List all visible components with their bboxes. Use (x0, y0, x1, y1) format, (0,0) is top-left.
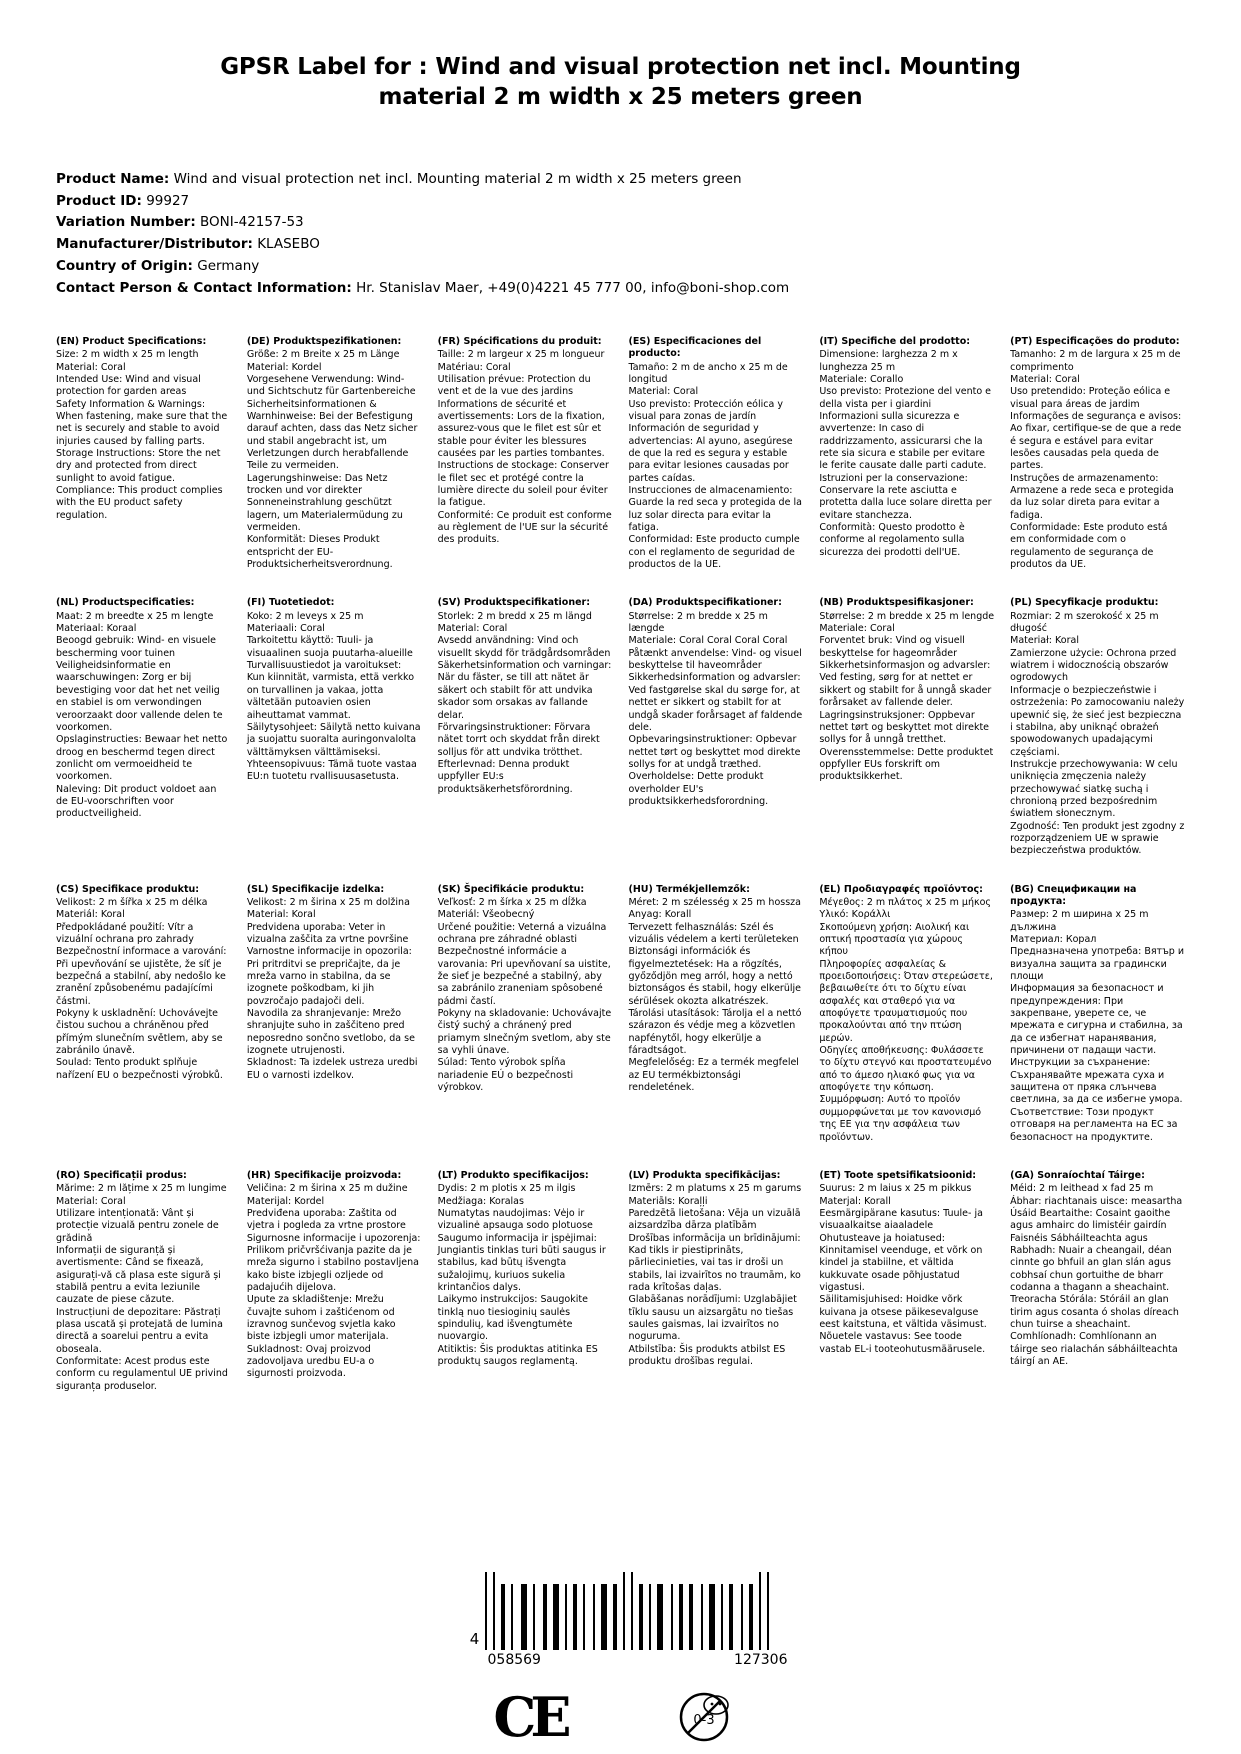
barcode-left-group: 058569 (487, 1652, 541, 1668)
spec-body: Velikost: 2 m šířka x 25 m délka Materiál: Koral Předpokládané použití: Vítr a vizuální ochrana pro zahrady Bezpečnostní informace a varování: Při upevňování se ujistěte, že síť je bezpečná a stabilní, aby nedošlo ke zranění způsobenému padajícími částmi. Pokyny k uskladnění: Uchovávejte čistou suchou a chráněnou před přímým slunečním světlem, aby se zabránilo únavě. Soulad: Tento produkt splňuje nařízení EU o bezpečnosti výrobků. (56, 896, 227, 1081)
manufacturer-value: KLASEBO (257, 236, 320, 253)
spec-block-lv (628, 1170, 803, 1419)
spec-block-ga (1010, 1170, 1185, 1419)
meta-row-variation-number (56, 212, 1185, 234)
ce-mark-icon: CE (493, 1685, 566, 1749)
spec-block-bg (1010, 884, 1185, 1170)
spec-body: Rozmiar: 2 m szerokość x 25 m długość Materiał: Koral Zamierzone użycie: Ochrona przed wiatrem i widocznością obszarów ogrodowych Informacje o bezpieczeństwie i ostrzeżenia: Po zamocowaniu należy upewnić się, że sieć jest bezpieczna i stabilna, aby uniknąć obrażeń spowodowanych upadającymi częściami. Instrukcje przechowywania: W celu uniknięcia zmęczenia należy przechowywać siatkę suchą i chronioną przed bezpośrednim światłem słonecznym. Zgodność: Ten produkt jest zgodny z rozporządzeniem UE w sprawie bezpieczeństwa produktów. (1010, 610, 1185, 857)
spec-block-es (628, 336, 803, 598)
spec-body: Izmērs: 2 m platums x 25 m garums Materiāls: Koraļļi Paredzētā lietošana: Vēja un vizuālā aizsardzība dārza platībām Drošības informācija un brīdinājumi: Kad tikls ir piestiprināts, pārliecinieties, vai tas ir droši un stabils, lai izvairītos no traumām, ko rada krītošas daļas. Glabāšanas norādījumi: Uzglabājiet tīklu sausu un aizsargātu no tiešas saules gaismas, lai izvairītos no noguruma. Atbilstība: Šis produkts atbilst ES produktu drošības regulai. (628, 1183, 802, 1367)
spec-body: Dydis: 2 m plotis x 25 m ilgis Medžiaga: Koralas Numatytas naudojimas: Vėjo ir vizualinė apsauga sodo plotuose Saugumo informacija ir įspėjimai: Jungiantis tinklas turi būti saugus ir stabilus, kad būtų išvengta sužalojimų, kuriuos sukelia krintančios dalys. Laikymo instrukcijos: Saugokite tinklą nuo tiesioginių saulės spindulių, kad išvengtumėte nuovargio. Atitiktis: Šis produktas atitinka ES produktų saugos reglamentą. (437, 1183, 606, 1367)
spec-heading: (DE) Produktspezifikationen: (246, 335, 402, 347)
spec-body: Storlek: 2 m bredd x 25 m längd Material: Coral Avsedd användning: Vind och visuellt skydd för trädgårdsområden Säkerhetsinformation och varningar: När du fäster, se till att nätet är säkert och stabilt för att undvika skador som orsakas av fallande delar. Förvaringsinstruktioner: Förvara nätet torrt och skyddat från direkt solljus för att undvika trötthet. Efterlevnad: Denna produkt uppfyller EU:s produktsäkerhetsförordning. (437, 610, 612, 795)
variation-number-value: BONI-42157-53 (200, 214, 304, 231)
meta-row-product-name (56, 169, 1185, 191)
spec-block-nb (819, 597, 994, 883)
compliance-marks (0, 1685, 1241, 1749)
spec-body: Størrelse: 2 m bredde x 25 m længde Materiale: Coral Coral Coral Coral Påtænkt anvendelse: Vind- og visuel beskyttelse til haveområder Sikkerhedsinformation og advarsler: Ved fastgørelse skal du sørge for, at nettet er sikkert og stabilt for at undgå skader forårsaget af faldende dele. Opbevaringsinstruktioner: Opbevar nettet tørt og beskyttet mod direkte sollys for at undgå træthed. Overholdelse: Dette produkt overholder EU's produktsikkerhedsforordning. (628, 610, 803, 807)
spec-heading: (FR) Spécifications du produit: (437, 335, 602, 347)
spec-heading: (IT) Specifiche del prodotto: (819, 335, 971, 347)
variation-number-label: Variation Number: (56, 214, 196, 231)
spec-body: Размер: 2 m ширина x 25 m дължина Материал: Корал Предназначена употреба: Вятър и визуална защита за градински площи Информация за безопасност и предупреждения: При закрепване, уверете се, че мрежата е сигурна и стабилна, за да се избегнат наранявания, причинени от падащи части. Инструкции за съхранение: Съхранявайте мрежата суха и защитена от пряка слънчева светлина, за да се избегне умора. Съответствие: Този продукт отговаря на регламента на ЕС за безопасност на продуктите. (1010, 909, 1185, 1143)
contact-label: Contact Person & Contact Information: (56, 280, 352, 297)
contact-value: Hr. Stanislav Maer, +49(0)4221 45 777 00, info@boni-shop.com (356, 280, 790, 297)
spec-block-en (56, 336, 231, 598)
product-id-label: Product ID: (56, 192, 142, 209)
product-name-label: Product Name: (56, 170, 170, 187)
spec-block-da (628, 597, 803, 883)
spec-block-fr (438, 336, 613, 598)
spec-block-el (819, 884, 994, 1170)
spec-body: Veľkosť: 2 m šírka x 25 m dĺžka Materiál: Všeobecný Určené použitie: Veterná a vizuálna ochrana pre záhradné oblasti Bezpečnostné informácie a varovania: Pri upevňovaní sa uistite, že sieť je bezpečné a stabilný, aby sa zabránilo zraneniam spôsobené pádmi častí. Pokyny na skladovanie: Uchovávajte čistý suchý a chránený pred priamym slnečným svetlom, aby ste sa vyhli únave. Súlad: Tento výrobok spĺňa nariadenie EÚ o bezpečnosti výrobkov. (437, 896, 612, 1094)
spec-heading: (NL) Productspecificaties: (56, 597, 195, 609)
spec-body: Veličina: 2 m širina x 25 m dužine Materijal: Kordel Predviđena uporaba: Zaštita od vjetra i pogleda za vrtne prostore Sigurnosne informacije i upozorenja: Prilikom pričvršćivanja pazite da je mreža sigurno i stabilno postavljena kako biste izbjegli ozljede od padajućih dijelova. Upute za skladištenje: Mrežu čuvajte suhom i zaštićenom od izravnog sunčevog svjetla kako biste izbjegli umor materijala. Sukladnost: Ovaj proizvod zadovoljava uredbu EU-a o sigurnosti proizvoda. (246, 1183, 421, 1380)
spec-block-fi (247, 597, 422, 883)
product-meta (56, 169, 1185, 300)
spec-heading: (PT) Especificações do produto: (1010, 335, 1180, 347)
spec-heading: (PL) Specyfikacje produktu: (1010, 597, 1159, 609)
meta-row-manufacturer (56, 234, 1185, 256)
age-restriction-icon (676, 1691, 748, 1743)
country-value: Germany (197, 258, 260, 275)
spec-body: Size: 2 m width x 25 m length Material: Coral Intended Use: Wind and visual protection for garden areas Safety Information & Warnings: When fastening, make sure that the net is securely and stable to avoid injuries caused by falling parts. Storage Instructions: Store the net dry and protected from direct sunlight to avoid fatigue. Compliance: This product complies with the EU product safety regulation. (56, 349, 228, 521)
spec-heading: (HR) Specifikacije proizvoda: (246, 1169, 402, 1181)
spec-heading: (EN) Product Specifications: (56, 335, 207, 347)
spec-block-sl (247, 884, 422, 1170)
spec-block-pt (1010, 336, 1185, 598)
meta-row-contact (56, 278, 1185, 300)
spec-block-hu (628, 884, 803, 1170)
spec-block-it (819, 336, 994, 598)
spec-body: Méid: 2 m leithead x fad 25 m Ábhar: riachtanais uisce: measartha Úsáid Beartaithe: Cosaint gaoithe agus amhairc do limistéir gairdín Faisnéis Sábháilteachta agus Rabhadh: Nuair a cheangail, déan cinnte go bhfuil an glan slán agus cobhsaí chun gortuithe de bharr codanna a thagann a sheachaint. Treoracha Stórála: Stóráil an glan tirim agus cosanta ó sholas díreach chun tuirse a sheachaint. Comhlíonadh: Comhlíonann an táirge seo rialachán sábháilteachta táirgí an AE. (1010, 1183, 1183, 1367)
spec-heading: (GA) Sonraíochtaí Táirge: (1010, 1169, 1145, 1181)
spec-heading: (LV) Produkta specifikācijas: (628, 1169, 781, 1181)
spec-heading: (FI) Tuotetiedot: (246, 597, 335, 609)
svg-text:0-3: 0-3 (692, 1713, 715, 1728)
spec-body: Størrelse: 2 m bredde x 25 m lengde Materiale: Coral Forventet bruk: Vind og visuell beskyttelse for hageområder Sikkerhetsinformasjon og advarsler: Ved festing, sørg for at nettet er sikkert og stabilt for å unngå skader forårsaket av fallende deler. Lagringsinstruksjoner: Oppbevar nettet tørt og beskyttet mot direkte sollys for å unngå tretthet. Overensstemmelse: Dette produktet oppfyller EUs forskrift om produktsikkerhet. (819, 610, 995, 783)
spec-block-et (819, 1170, 994, 1419)
spec-body: Méret: 2 m szélesség x 25 m hossza Anyag: Korall Tervezett felhasználás: Szél és vizuális védelem a kerti területeken Biztonsági információk és figyelmeztetések: Ha a rögzítés, győződjön meg arról, hogy a nettó biztonságos és stabil, hogy elkerülje sérülések okozta alkatrészek. Tárolási utasítások: Tárolja el a nettó szárazon és védje meg a közvetlen napfénytől, hogy elkerülje a fáradtságot. Megfelelőség: Ez a termék megfelel az EU termékbiztonsági rendeletének. (628, 896, 802, 1094)
spec-heading: (ET) Toote spetsifikatsioonid: (819, 1169, 977, 1181)
page-title: GPSR Label for : Wind and visual protection net incl. Mounting material 2 m width x 25 meters green (220, 54, 1021, 111)
spec-heading: (HU) Termékjellemzők: (628, 883, 750, 895)
spec-body: Mărime: 2 m lățime x 25 m lungime Material: Coral Utilizare intenționată: Vânt și protecție vizuală pentru zonele de grădină Informații de siguranță și avertismente: Când se fixează, asigurați-vă că plasa este sigură și stabilă pentru a evita leziunile cauzate de piese căzute. Instrucțiuni de depozitare: Păstrați plasa uscată și protejată de lumina directă a soarelui pentru a evita oboseala. Conformitate: Acest produs este conform cu regulamentul UE privind siguranța produselor. (56, 1183, 228, 1392)
spec-body: Dimensione: larghezza 2 m x lunghezza 25 m Materiale: Corallo Uso previsto: Protezione del vento e della vista per i giardini Informazioni sulla sicurezza e avvertenze: In caso di raddrizzamento, assicurarsi che la rete sia sicura e stabile per evitare le ferite causate dalle parti cadute. Istruzioni per la conservazione: Conservare la rete asciutta e protetta dalla luce solare diretta per evitare stanchezza. Conformità: Questo prodotto è conforme al regolamento sulla sicurezza dei prodotti dell'UE. (819, 349, 992, 558)
spec-body: Suurus: 2 m laius x 25 m pikkus Materjal: Korall Eesmärgipärane kasutus: Tuule- ja visuaalkaitse aiaaladele Ohutusteave ja hoiatused: Kinnitamisel veenduge, et võrk on kindel ja stabiilne, et vältida kukkuvate osade põhjustatud vigastusi. Säilitamisjuhised: Hoidke võrk kuivana ja otsese päikesevalguse eest kaitstuna, et vältida väsimust. Nõuetele vastavus: See toode vastab EL-i tooteohutusmäärusele. (819, 1183, 987, 1355)
spec-body: Taille: 2 m largeur x 25 m longueur Matériau: Coral Utilisation prévue: Protection du vent et de la vue des jardins Informations de sécurité et avertissements: Lors de la fixation, assurez-vous que le filet est sûr et stable pour éviter les blessures causées par les parties tombantes. Instructions de stockage: Conserver le filet sec et protégé contre la lumière directe du soleil pour éviter la fatigue. Conformité: Ce produit est conforme au règlement de l'UE sur la sécurité des produits. (437, 349, 612, 546)
barcode-numbers (454, 1652, 788, 1668)
meta-row-product-id (56, 191, 1185, 213)
spec-body: Größe: 2 m Breite x 25 m Länge Material: Kordel Vorgesehene Verwendung: Wind- und Sichtschutz für Gartenbereiche Sicherheitsinformationen & Warnhinweise: Bei der Befestigung darauf achten, dass das Netz sicher und stabil angebracht ist, um Verletzungen durch herabfallende Teile zu vermeiden. Lagerungshinweise: Das Netz trocken und vor direkter Sonneneinstrahlung geschützt lagern, um Materialermüdung zu vermeiden. Konformität: Dieses Produkt entspricht der EU-Produktsicherheitsverordnung. (246, 349, 418, 571)
spec-block-nl (56, 597, 231, 883)
spec-block-sk (438, 884, 613, 1170)
spec-heading: (ES) Especificaciones del producto: (628, 335, 762, 360)
spec-heading: (LT) Produkto specifikacijos: (437, 1169, 589, 1181)
country-label: Country of Origin: (56, 258, 193, 275)
specifications-grid (56, 336, 1185, 1419)
barcode-lead-digit: 4 (469, 1630, 480, 1648)
meta-row-country (56, 256, 1185, 278)
spec-heading: (CS) Specifikace produktu: (56, 883, 200, 895)
product-name-value: Wind and visual protection net incl. Mounting material 2 m width x 25 meters green (173, 170, 742, 187)
spec-block-sv (438, 597, 613, 883)
barcode-image (470, 1572, 772, 1650)
spec-heading: (BG) Спецификации на продукта: (1010, 883, 1137, 907)
spec-heading: (SV) Produktspecifikationer: (437, 597, 591, 609)
spec-heading: (RO) Specificații produs: (56, 1169, 187, 1181)
spec-body: Tamanho: 2 m de largura x 25 m de comprimento Material: Coral Uso pretendido: Proteção eólica e visual para áreas de jardim Informações de segurança e avisos: Ao fixar, certifique-se de que a rede é segura e estável para evitar lesões causadas pela queda de partes. Instruções de armazenamento: Armazene a rede seca e protegida da luz solar direta para evitar a fadiga. Conformidade: Este produto está em conformidade com o regulamento de segurança de produtos da UE. (1010, 349, 1182, 571)
spec-heading: (NB) Produktspesifikasjoner: (819, 597, 974, 609)
spec-body: Μέγεθος: 2 m πλάτος x 25 m μήκος Υλικό: Κοράλλι Σκοπούμενη χρήση: Αιολική και οπτική προστασία για χώρους κήπου Πληροφορίες ασφαλείας & προειδοποιήσεις: Όταν στερεώσετε, βεβαιωθείτε ότι το δίχτυ είναι ασφαλές και σταθερό για να αποφύγετε τραυματισμούς που προκαλούνται από την πτώση μερών. Οδηγίες αποθήκευσης: Φυλάσσετε το δίχτυ στεγνό και προστατευμένο από το άμεσο ηλιακό φως για να αποφύγετε την κόπωση. Συμμόρφωση: Αυτό το προϊόν συμμορφώνεται με τον κανονισμό της ΕΕ για την ασφάλεια των προϊόντων. (819, 896, 993, 1143)
spec-body: Maat: 2 m breedte x 25 m lengte Materiaal: Koraal Beoogd gebruik: Wind- en visuele bescherming voor tuinen Veiligheidsinformatie en waarschuwingen: Zorg er bij bevestiging voor dat het net veilig en stabiel is om verwondingen veroorzaakt door vallende delen te voorkomen. Opslaginstructies: Bewaar het netto droog en beschermd tegen direct zonlicht om vermoeidheid te voorkomen. Naleving: Dit product voldoet aan de EU-voorschriften voor productveiligheid. (56, 610, 228, 820)
spec-heading: (SK) Špecifikácie produktu: (437, 883, 585, 895)
spec-block-lt (438, 1170, 613, 1419)
spec-heading: (EL) Προδιαγραφές προϊόντος: (819, 883, 983, 895)
spec-heading: (DA) Produktspecifikationer: (628, 597, 782, 609)
spec-block-hr (247, 1170, 422, 1419)
manufacturer-label: Manufacturer/Distributor: (56, 236, 253, 253)
spec-body: Koko: 2 m leveys x 25 m Materiaali: Coral Tarkoitettu käyttö: Tuuli- ja visuaalinen suoja puutarha-alueille Turvallisuustiedot ja varoitukset: Kun kiinnität, varmista, että verkko on turvallinen ja vakaa, jotta vältetään putoavien osien aiheuttamat vammat. Säilytysohjeet: Säilytä netto kuivana ja suojattu suoralta auringonvalolta välttämyksen välttämiseksi. Yhteensopivuus: Tämä tuote vastaa EU:n tuotetu rvallisuusasetusta. (246, 610, 421, 783)
product-id-value: 99927 (146, 192, 190, 209)
barcode-right-group: 127306 (734, 1652, 788, 1668)
spec-heading: (SL) Specifikacije izdelka: (246, 883, 385, 895)
barcode-area (0, 1572, 1241, 1668)
barcode-bars (485, 1572, 771, 1650)
spec-block-ro (56, 1170, 231, 1419)
spec-body: Velikost: 2 m širina x 25 m dolžina Material: Koral Predvidena uporaba: Veter in vizualna zaščita za vrtne površine Varnostne informacije in opozorila: Pri pritrditvi se prepričajte, da je mreža varno in stabilna, da se izognete poškodbam, ki jih povzročajo padajoči deli. Navodila za shranjevanje: Mrežo shranjujte suho in zaščiteno pred neposredno sončno svetlobo, da se izognete utrujenosti. Skladnost: Ta izdelek ustreza uredbi EU o varnosti izdelkov. (246, 896, 418, 1081)
spec-block-de (247, 336, 422, 598)
spec-body: Tamaño: 2 m de ancho x 25 m de longitud Material: Coral Uso previsto: Protección eólica y visual para zonas de jardín Información de seguridad y advertencias: Al ayuno, asegúrese de que la red es segura y estable para evitar lesiones causadas por partes caídas. Instrucciones de almacenamiento: Guarde la red seca y protegida de la luz solar directa para evitar la fatiga. Conformidad: Este producto cumple con el reglamento de seguridad de productos de la UE. (628, 361, 802, 571)
spec-block-cs (56, 884, 231, 1170)
spec-block-pl (1010, 597, 1185, 883)
